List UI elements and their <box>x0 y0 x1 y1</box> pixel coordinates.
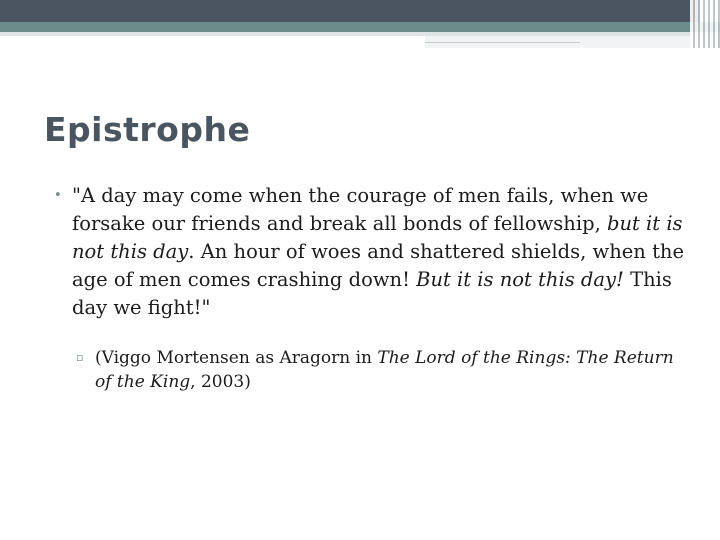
slide-title: Epistrophe <box>44 110 251 149</box>
sub-bullet-marker: ▫ <box>76 351 84 364</box>
main-bullet <box>54 182 694 322</box>
attribution-text <box>95 346 694 394</box>
quote-segment: . An hour of woes and shattered shields, when the age of men comes crashing down! <box>72 240 685 291</box>
attribution-segment: (Viggo Mortensen as Aragorn in <box>95 348 378 368</box>
header-thin-line <box>425 42 580 43</box>
attribution-segment: , 2003) <box>190 372 251 392</box>
quote-text <box>72 182 694 322</box>
attribution-segment-italic: The Lord of the Rings: The Return of the King <box>95 348 674 392</box>
quote-segment: "A day may come when the courage of men fails, when we forsake our friends and break all bonds of fellowship, <box>72 184 649 235</box>
header-band-dark <box>0 0 700 22</box>
quote-segment: This day we fight!" <box>72 268 672 319</box>
header-band-teal <box>0 22 720 32</box>
bullet-marker: • <box>54 188 62 203</box>
quote-segment-italic: But it is not this day! <box>416 268 624 291</box>
sub-bullet <box>76 346 694 394</box>
slide-body <box>54 182 694 394</box>
corner-stripes-decoration <box>690 0 720 48</box>
quote-segment-italic: but it is not this day <box>72 212 683 263</box>
